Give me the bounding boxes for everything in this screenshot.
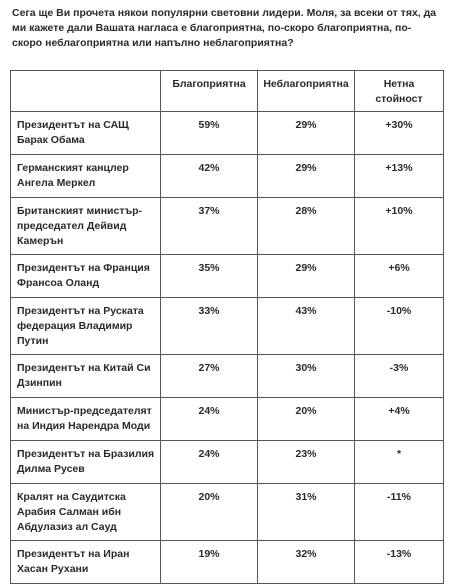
leader-name: Кралят на Саудитска Арабия Салман ибн Абдулазиз ал Сауд [11,484,161,541]
header-unfavorable: Неблагоприятна [258,71,355,112]
table-row [11,112,444,155]
favorable-value: 59% [161,112,258,155]
leader-name: Германският канцлер Ангела Меркел [11,155,161,198]
favorable-value: 33% [161,298,258,355]
table-row [11,155,444,198]
unfavorable-value: 29% [258,155,355,198]
header-favorable: Благоприятна [161,71,258,112]
unfavorable-value: 32% [258,541,355,584]
leaders-favorability-table [10,70,444,584]
leader-name: Министър-председателят на Индия Нарендра Моди [11,398,161,441]
net-value: -3% [355,355,444,398]
favorable-value: 37% [161,198,258,255]
table-row [11,441,444,484]
unfavorable-value: 29% [258,112,355,155]
favorable-value: 20% [161,484,258,541]
net-value: +4% [355,398,444,441]
unfavorable-value: 30% [258,355,355,398]
header-net: Нетна стойност [355,71,444,112]
leader-name: Президентът на Китай Си Дзинпин [11,355,161,398]
table-row [11,398,444,441]
table-row [11,355,444,398]
favorable-value: 19% [161,541,258,584]
unfavorable-value: 20% [258,398,355,441]
net-value: +30% [355,112,444,155]
net-value: -10% [355,298,444,355]
leader-name: Президентът на Руската федерация Владимир Путин [11,298,161,355]
survey-question: Сега ще Ви прочета някои популярни световни лидери. Моля, за всеки от тях, да ми кажете дали Вашата нагласа е благоприятна, по-скоро благоприятна, по-скоро неблагоприятна или напълно неблагоприятна? [12,7,437,49]
unfavorable-value: 28% [258,198,355,255]
net-value: -13% [355,541,444,584]
table-row [11,298,444,355]
table-row [11,541,444,584]
table-header-row [11,71,444,112]
favorable-value: 35% [161,255,258,298]
favorable-value: 24% [161,441,258,484]
table-row [11,198,444,255]
favorable-value: 42% [161,155,258,198]
unfavorable-value: 43% [258,298,355,355]
table-row [11,484,444,541]
unfavorable-value: 31% [258,484,355,541]
leader-name: Британският министър-председател Дейвид Камерън [11,198,161,255]
leader-name: Президентът на Франция Франсоа Оланд [11,255,161,298]
favorable-value: 27% [161,355,258,398]
favorable-value: 24% [161,398,258,441]
net-value: +13% [355,155,444,198]
leader-name: Президентът на САЩ Барак Обама [11,112,161,155]
unfavorable-value: 23% [258,441,355,484]
leader-name: Президентът на Иран Хасан Рухани [11,541,161,584]
net-value: -11% [355,484,444,541]
header-leader [11,71,161,112]
unfavorable-value: 29% [258,255,355,298]
net-value: +10% [355,198,444,255]
table-row [11,255,444,298]
net-value: +6% [355,255,444,298]
net-value: * [355,441,444,484]
leader-name: Президентът на Бразилия Дилма Русев [11,441,161,484]
